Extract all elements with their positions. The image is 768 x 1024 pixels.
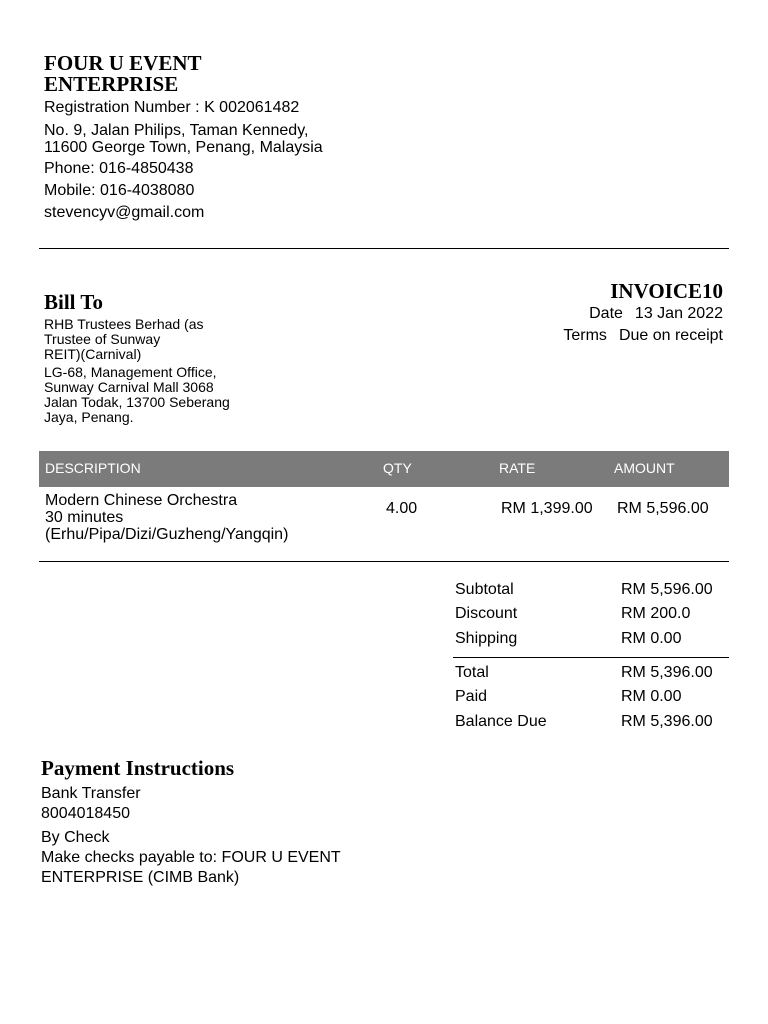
shipping-label: Shipping — [455, 630, 518, 647]
bill-to-address-line: Jaya, Penang. — [44, 409, 134, 425]
shipping-value: RM 0.00 — [621, 630, 682, 647]
discount-label: Discount — [455, 605, 518, 622]
company-name — [44, 53, 304, 95]
header-qty: QTY — [383, 460, 412, 476]
bill-to-name-line: RHB Trustees Berhad (as — [44, 316, 204, 332]
payment-line: Bank Transfer — [41, 785, 141, 802]
items-divider — [39, 561, 729, 562]
header-amount: AMOUNT — [614, 460, 675, 476]
bill-to-address-line: Jalan Todak, 13700 Seberang — [44, 394, 230, 410]
bill-to-heading: Bill To — [44, 290, 103, 314]
balance-due-label: Balance Due — [455, 713, 547, 730]
company-phone: Phone: 016-4850438 — [44, 160, 194, 177]
totals-divider — [453, 657, 729, 658]
total-label: Total — [455, 664, 489, 681]
bill-to-name — [44, 317, 204, 362]
bill-to-address-line: LG-68, Management Office, — [44, 364, 217, 380]
company-name-line1: FOUR U EVENT — [44, 51, 202, 75]
company-email: stevencyv@gmail.com — [44, 204, 205, 221]
payment-line: By Check — [41, 829, 110, 846]
terms-label: Terms — [563, 327, 607, 344]
item-amount: RM 5,596.00 — [617, 500, 709, 517]
item-description-line: Modern Chinese Orchestra — [45, 492, 238, 509]
item-rate: RM 1,399.00 — [501, 500, 593, 517]
registration-number: Registration Number : K 002061482 — [44, 99, 300, 116]
invoice-date — [589, 305, 723, 323]
invoice-terms — [563, 327, 723, 345]
header-divider — [39, 248, 729, 249]
address-line1: No. 9, Jalan Philips, Taman Kennedy, — [44, 122, 309, 139]
payment-line: Make checks payable to: FOUR U EVENT — [41, 849, 341, 866]
company-name-line2: ENTERPRISE — [44, 72, 179, 96]
item-description — [45, 492, 288, 543]
balance-due-value: RM 5,396.00 — [621, 713, 713, 730]
bill-to-address-line: Sunway Carnival Mall 3068 — [44, 379, 214, 395]
subtotal-value: RM 5,596.00 — [621, 581, 713, 598]
company-mobile: Mobile: 016-4038080 — [44, 182, 195, 199]
total-value: RM 5,396.00 — [621, 664, 713, 681]
discount-value: RM 200.0 — [621, 605, 691, 622]
bill-to-address — [44, 365, 230, 425]
bill-to-name-line: REIT)(Carnival) — [44, 346, 142, 362]
header-description: DESCRIPTION — [45, 460, 141, 476]
subtotal-label: Subtotal — [455, 581, 514, 598]
payment-instructions-heading: Payment Instructions — [41, 756, 235, 780]
paid-label: Paid — [455, 688, 488, 705]
bill-to-name-line: Trustee of Sunway — [44, 331, 161, 347]
payment-line: 8004018450 — [41, 805, 130, 822]
payment-line: ENTERPRISE (CIMB Bank) — [41, 869, 240, 886]
items-table-header — [39, 451, 729, 487]
item-description-line: (Erhu/Pipa/Dizi/Guzheng/Yangqin) — [45, 526, 289, 543]
paid-value: RM 0.00 — [621, 688, 682, 705]
terms-value: Due on receipt — [618, 327, 723, 344]
date-label: Date — [589, 305, 623, 322]
company-address — [44, 122, 323, 156]
invoice-number: INVOICE10 — [610, 279, 723, 303]
header-rate: RATE — [499, 460, 536, 476]
date-value: 13 Jan 2022 — [634, 305, 723, 322]
item-description-line: 30 minutes — [45, 509, 124, 526]
item-qty: 4.00 — [386, 500, 418, 517]
address-line2: 11600 George Town, Penang, Malaysia — [44, 139, 323, 156]
